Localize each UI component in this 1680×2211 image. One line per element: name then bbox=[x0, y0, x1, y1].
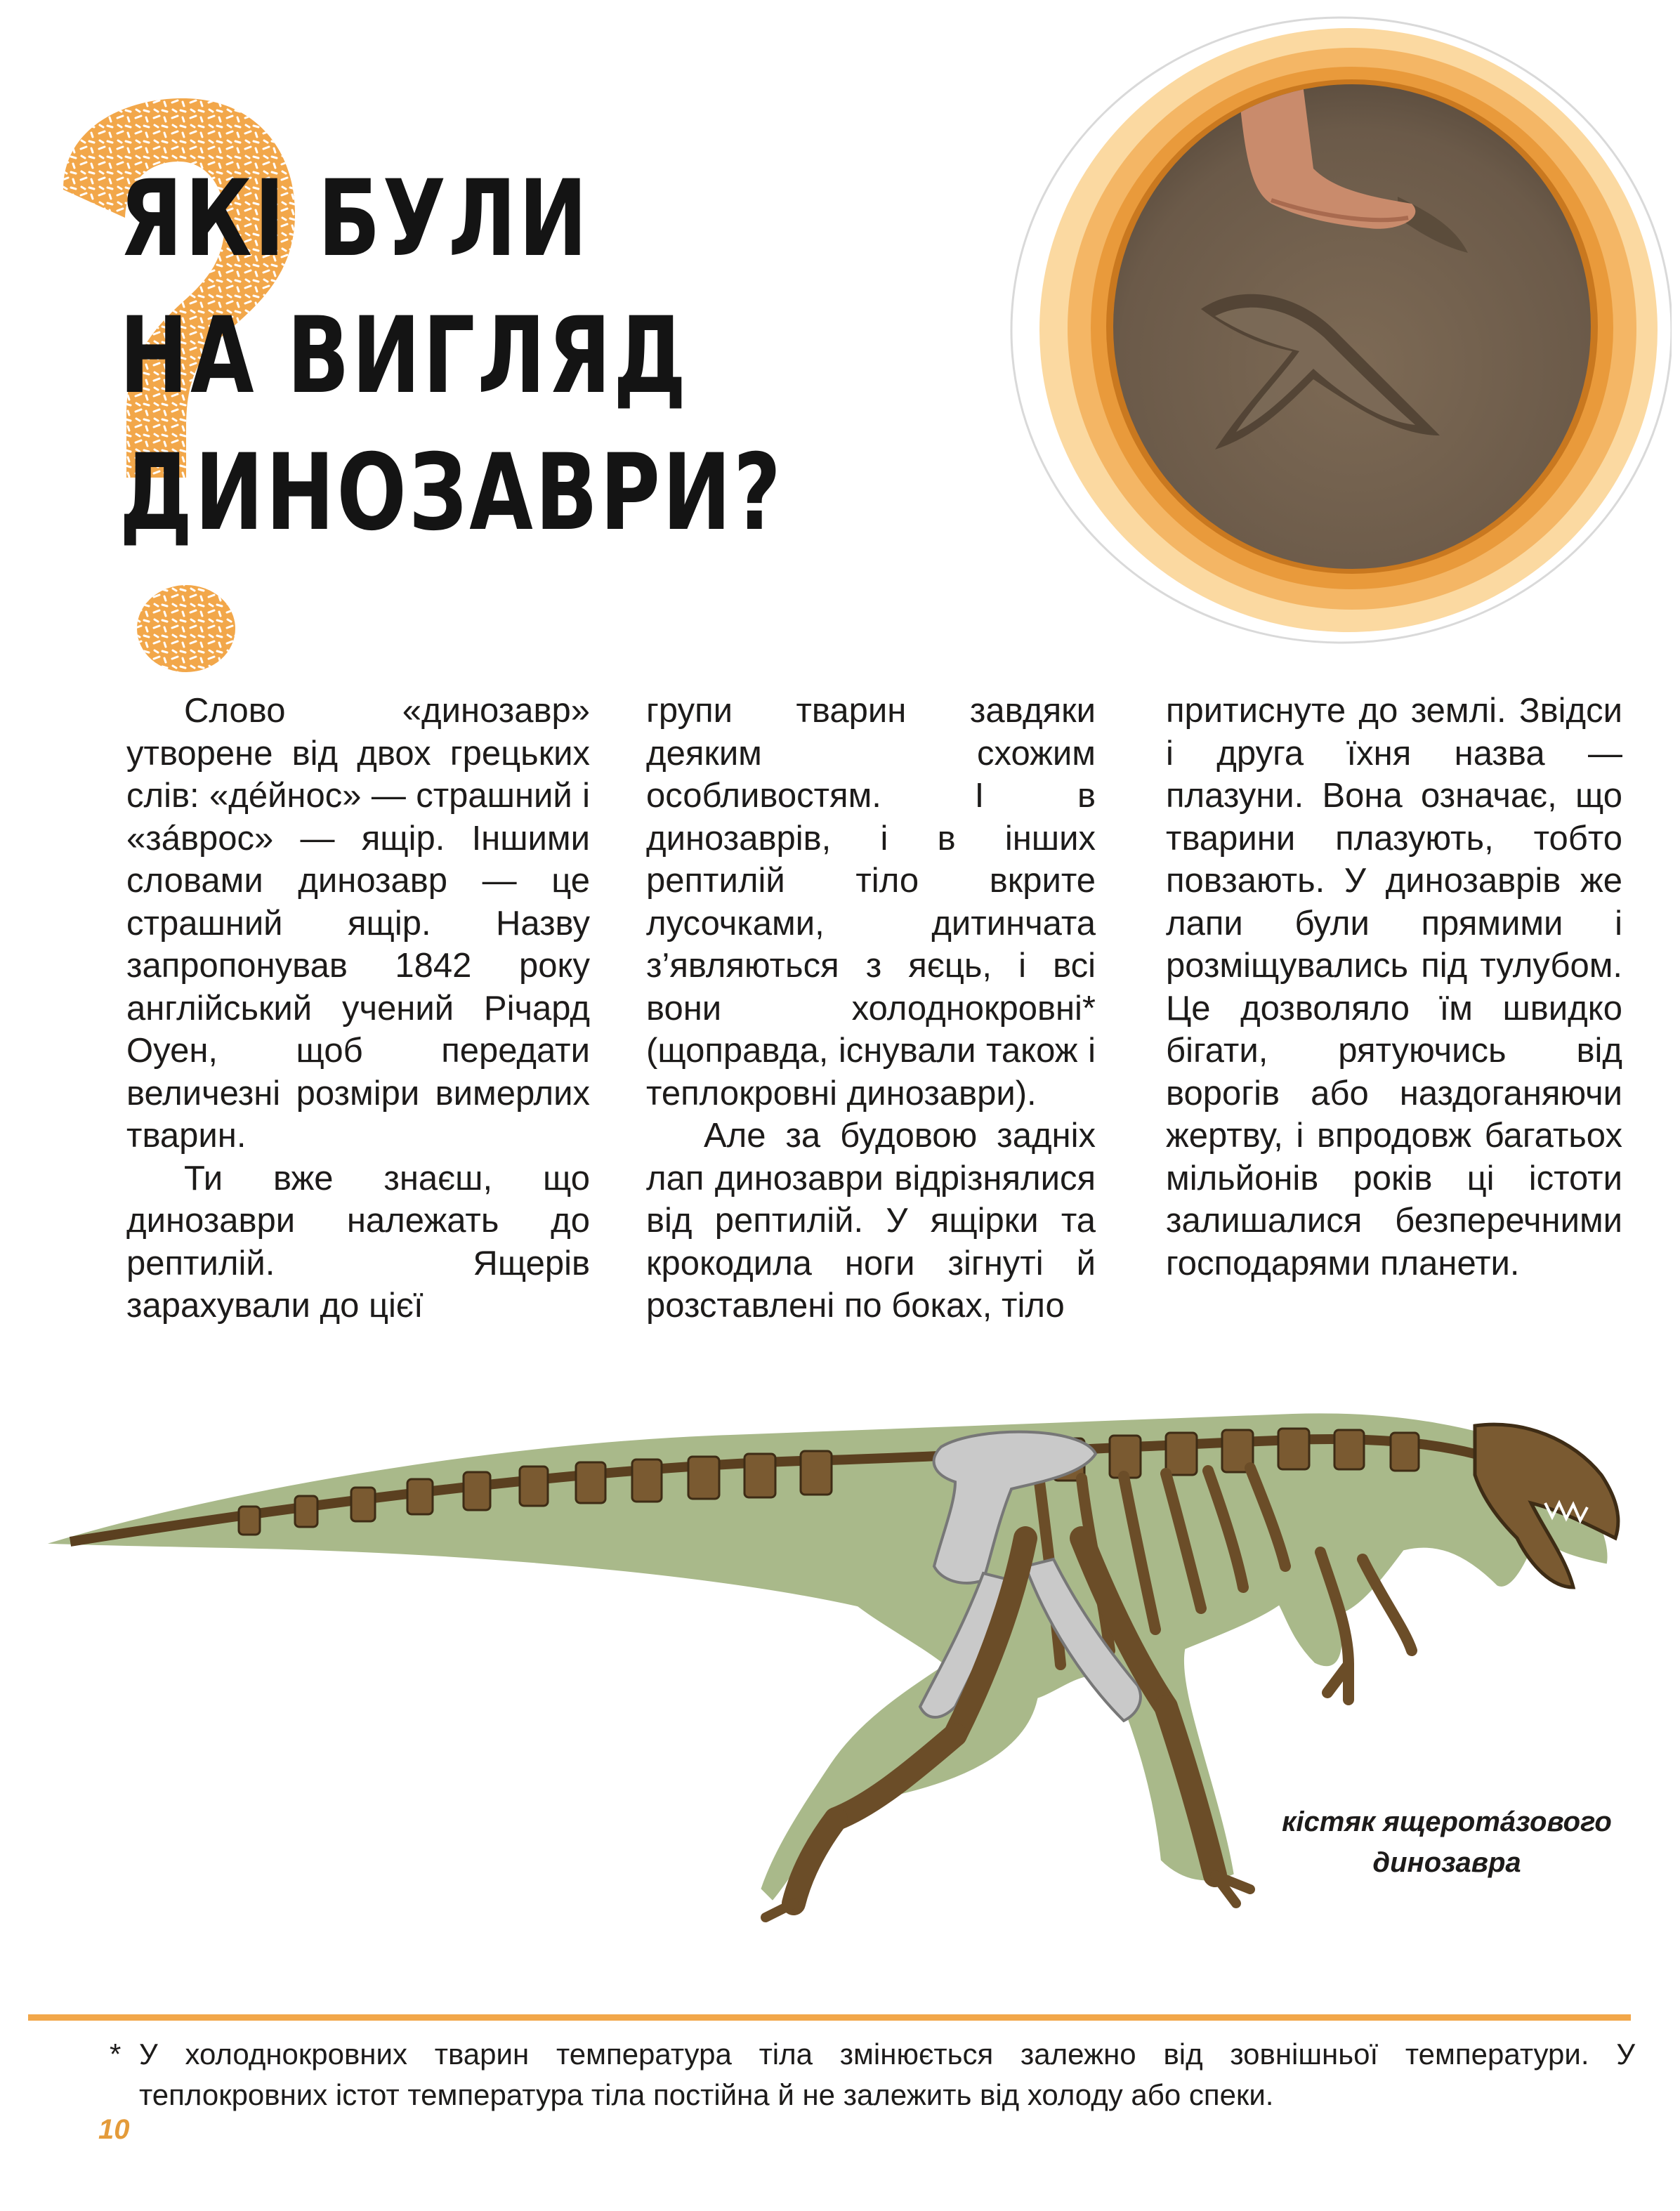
footnote-marker: * bbox=[110, 2038, 122, 2071]
text-column-3 bbox=[1166, 690, 1622, 1285]
paragraph: притиснуте до землі. Звідси і друга їхня назва — плазуни. Вона означає, що тварини плазують, тобто повзають. У динозаврів же лапи були прямими і розміщувались під тулубом. Це дозволяло їм швидко бігати, рятуючись від ворогів або наздоганяючи жертву, і впродовж багатьох мільйонів років ці істоти залишалися безперечними господарями планети. bbox=[1166, 692, 1622, 1282]
footnote-divider bbox=[28, 2014, 1631, 2021]
caption-line-2: динозавра bbox=[1372, 1847, 1521, 1878]
paragraph: групи тварин завдяки деяким схожим особливостям. І в динозаврів, і в інших рептилій тіло вкрите лусочками, дитинчата з’являються з яєць, і всі вони холоднокровні* (щоправда, існували також і теплокровні динозаври). bbox=[646, 692, 1096, 1113]
page-number: 10 bbox=[98, 2114, 130, 2145]
title-line-3: ДИНОЗАВРИ? bbox=[119, 432, 784, 554]
footprint-photo bbox=[1004, 14, 1672, 660]
paragraph: Але за будовою задніх лап динозаври відрізнялися від рептилій. У ящірки та крокодила ноги зігнуті й розставлені по боках, тіло bbox=[646, 1117, 1096, 1325]
title-line-1: ЯКІ БУЛИ bbox=[119, 158, 590, 280]
caption-line-1: кістяк ящеротáзового bbox=[1282, 1806, 1612, 1837]
paragraph: Слово «динозавр» утворене від двох грецьких слів: «дéйнос» — страшний і «зáврос» — ящір. Іншими словами динозавр — це страшний ящір. Назву запропонував 1842 року англійський учений Річард Оуен, щоб передати величезні розміри вимерлих тварин. bbox=[126, 692, 590, 1155]
footnote bbox=[110, 2034, 1635, 2115]
text-column-2 bbox=[646, 690, 1096, 1327]
title-line-2: НА ВИГЛЯД bbox=[119, 295, 689, 417]
text-column-1 bbox=[126, 690, 590, 1327]
footnote-text: У холоднокровних тварин температура тіла змінюється залежно від зовнішньої температури. У теплокровних істот температура тіла постійна й не залежить від холоду або спеки. bbox=[139, 2038, 1635, 2111]
page-title bbox=[119, 151, 783, 562]
paragraph: Ти вже знаєш, що динозаври належать до рептилій. Ящерів зарахували до цієї bbox=[126, 1159, 590, 1325]
skeleton-caption bbox=[1278, 1802, 1615, 1883]
